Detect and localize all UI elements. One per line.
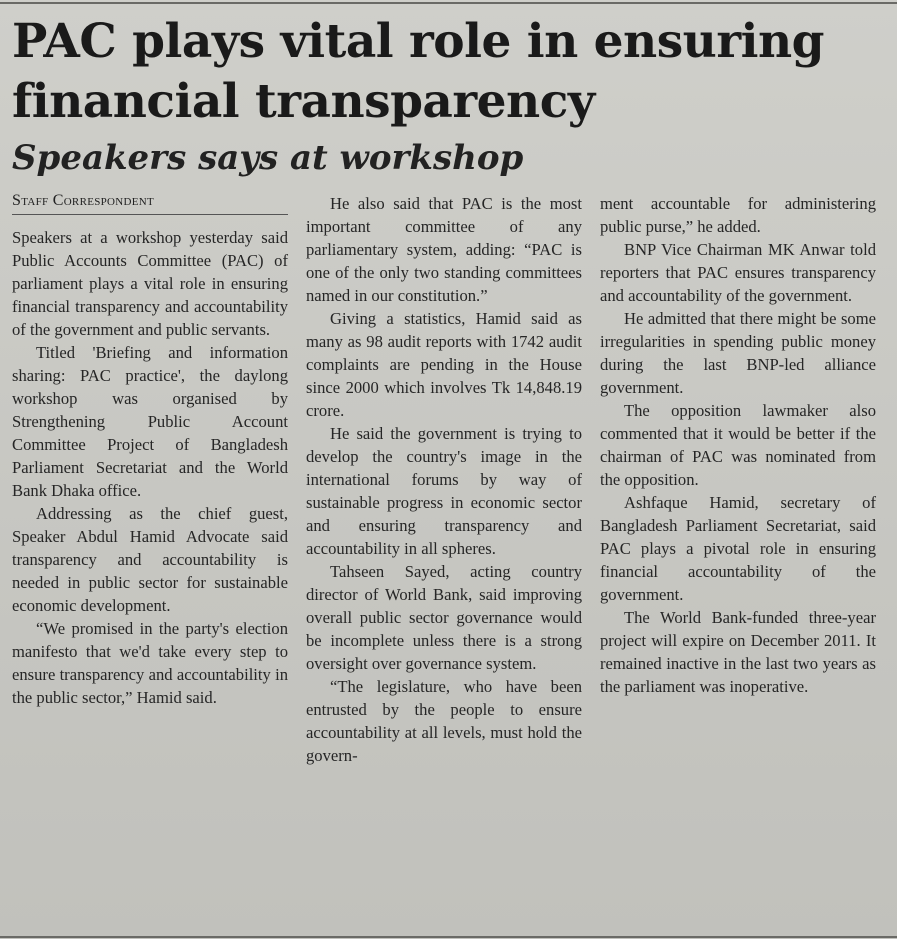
paragraph: He admitted that there might be some irregularities in spending public money during the last BNP-led alliance government.	[600, 309, 876, 397]
paragraph: “The legislature, who have been entrusted by the people to ensure accountability at all levels, must hold the govern-	[306, 677, 582, 765]
column-3	[600, 192, 876, 767]
subheadline: Speakers says at workshop	[12, 138, 524, 178]
paragraph-continuation: ment accountable for administering public purse,” he added.	[600, 194, 876, 236]
paragraph: BNP Vice Chairman MK Anwar told reporters that PAC ensures transparency and accountability of the government.	[600, 240, 876, 305]
paragraph: Tahseen Sayed, acting country director of World Bank, said improving overall public sector governance would be incomplete unless there is a strong oversight over governance system.	[306, 562, 582, 673]
column-1	[12, 192, 288, 767]
headline: PAC plays vital role in ensuring financial transparency	[12, 14, 824, 129]
column-2	[306, 192, 582, 767]
paragraph: The World Bank-funded three-year project will expire on December 2011. It remained inactive in the last two years as the parliament was inoperative.	[600, 608, 876, 696]
paragraph: Giving a statistics, Hamid said as many as 98 audit reports with 1742 audit complaints are pending in the House since 2000 which involves Tk 14,848.19 crore.	[306, 309, 582, 420]
paragraph: “We promised in the party's election manifesto that we'd take every step to ensure transparency and accountability in the public sector,” Hamid said.	[12, 619, 288, 707]
paragraph: He said the government is trying to develop the country's image in the international forums by way of sustainable progress in economic sector and ensuring transparency and accountability in all spheres.	[306, 424, 582, 558]
top-rule	[0, 2, 897, 4]
paragraph: Ashfaque Hamid, secretary of Bangladesh Parliament Secretariat, said PAC plays a pivotal role in ensuring financial accountability of the government.	[600, 493, 876, 604]
article-body	[12, 192, 883, 767]
paragraph: Titled 'Briefing and information sharing: PAC practice', the daylong workshop was organised by Strengthening Public Account Committee Project of Bangladesh Parliament Secretariat and the World Bank Dhaka office.	[12, 343, 288, 500]
byline: Staff Correspondent	[12, 192, 288, 215]
paragraph: He also said that PAC is the most important committee of any parliamentary system, adding: “PAC is one of the only two standing committees named in our constitution.”	[306, 194, 582, 305]
paragraph: Speakers at a workshop yesterday said Public Accounts Committee (PAC) of parliament plays a vital role in ensuring financial transparency and accountability of the government and public servants.	[12, 228, 288, 339]
bottom-rule	[0, 936, 897, 938]
paragraph: Addressing as the chief guest, Speaker Abdul Hamid Advocate said transparency and accountability is needed in public sector for sustainable economic development.	[12, 504, 288, 615]
paragraph: The opposition lawmaker also commented that it would be better if the chairman of PAC was nominated from the opposition.	[600, 401, 876, 489]
